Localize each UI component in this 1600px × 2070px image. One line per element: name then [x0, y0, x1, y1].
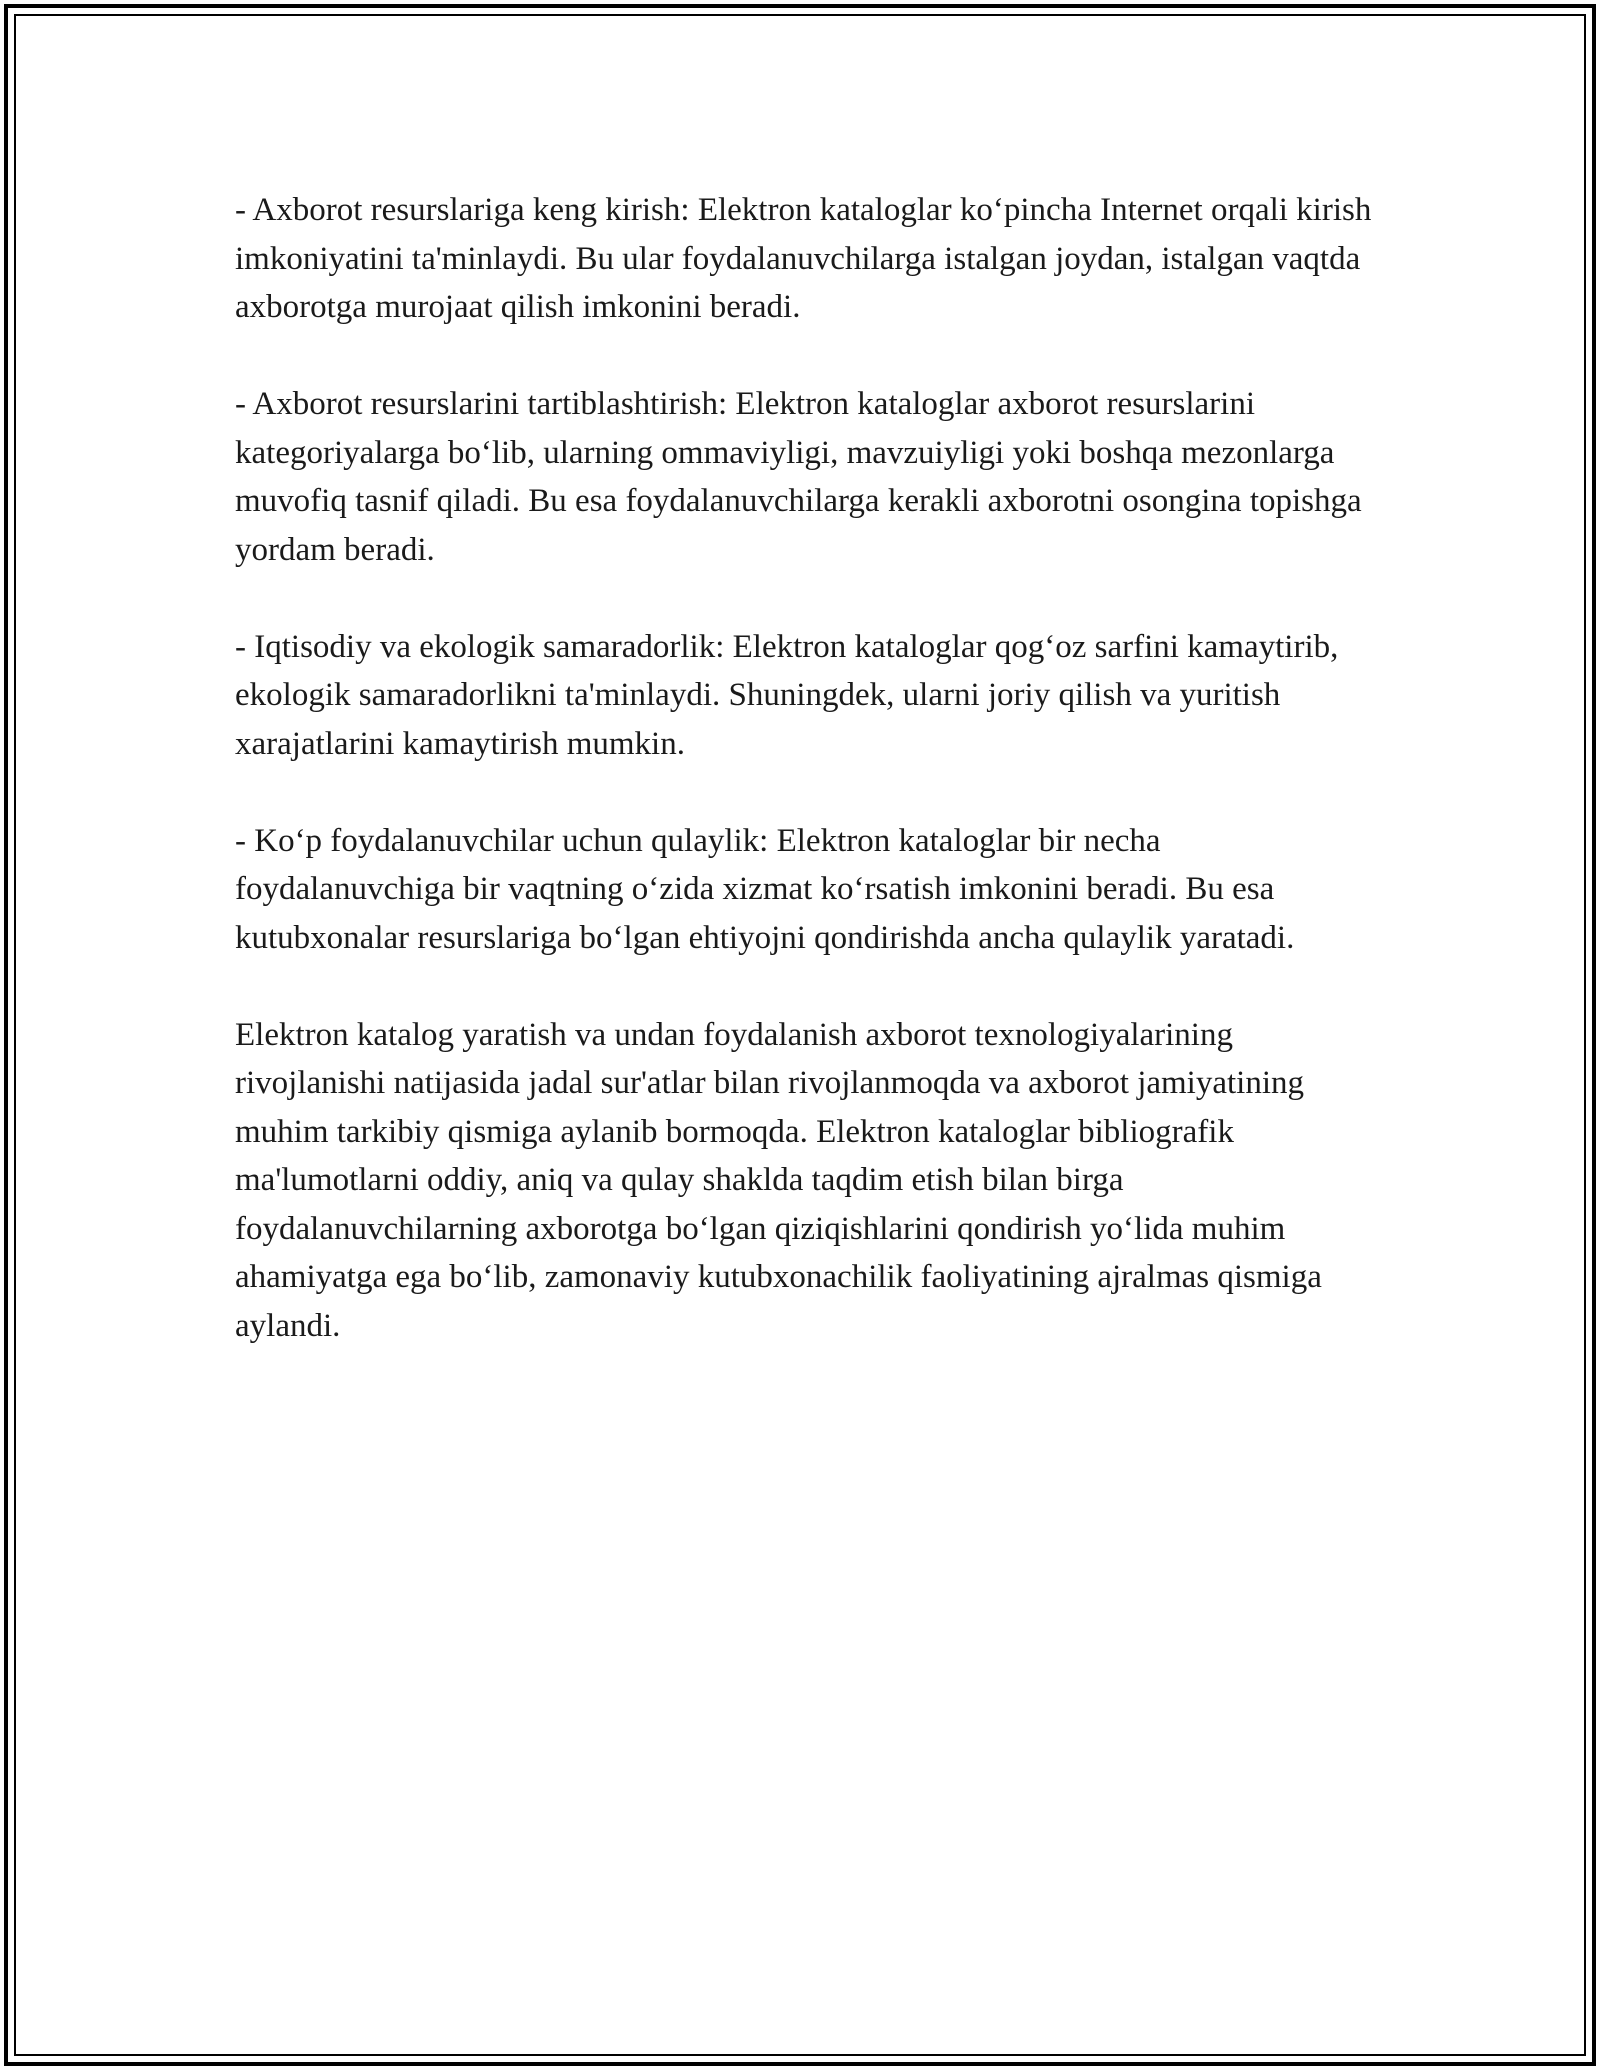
- paragraph-organization: - Axborot resurslarini tartiblashtirish: Elektron kataloglar axborot resurslarini kategoriyalarga bo‘lib, ularning ommaviyligi, mavzuiyligi yoki boshqa mezonlarga muvofiq tasnif qiladi. Bu esa foydalanuvchilarga kerakli axborotni osongina topishga yordam beradi.: [235, 386, 1362, 568]
- paragraph-multi-user: - Ko‘p foydalanuvchilar uchun qulaylik: Elektron kataloglar bir necha foydalanuvchiga bir vaqtning o‘zida xizmat ko‘rsatish imkonini beradi. Bu esa kutubxonalar resurslariga bo‘lgan ehtiyojni qondirishda ancha qulaylik yaratadi.: [235, 822, 1295, 956]
- paragraph-efficiency: - Iqtisodiy va ekologik samaradorlik: Elektron kataloglar qog‘oz sarfini kamaytirib, ekologik samaradorlikni ta'minlaydi. Shuningdek, ularni joriy qilish va yuritish xarajatlarini kamaytirish mumkin.: [235, 628, 1339, 762]
- document-body: [235, 186, 1375, 1399]
- paragraph-conclusion: Elektron katalog yaratish va undan foydalanish axborot texnologiyalarining rivojlanishi natijasida jadal sur'atlar bilan rivojlanmoqda va axborot jamiyatining muhim tarkibiy qismiga aylanib bormoqda. Elektron kataloglar bibliografik ma'lumotlarni oddiy, aniq va qulay shaklda taqdim etish bilan birga foydalanuvchilarning axborotga bo‘lgan qiziqishlarini qondirish yo‘lida muhim ahamiyatga ega bo‘lib, zamonaviy kutubxonachilik faoliyatining ajralmas qismiga aylandi.: [235, 1016, 1322, 1344]
- paragraph-access: - Axborot resurslariga keng kirish: Elektron kataloglar ko‘pincha Internet orqali kirish imkoniyatini ta'minlaydi. Bu ular foydalanuvchilarga istalgan joydan, istalgan vaqtda axborotga murojaat qilish imkonini beradi.: [235, 192, 1372, 325]
